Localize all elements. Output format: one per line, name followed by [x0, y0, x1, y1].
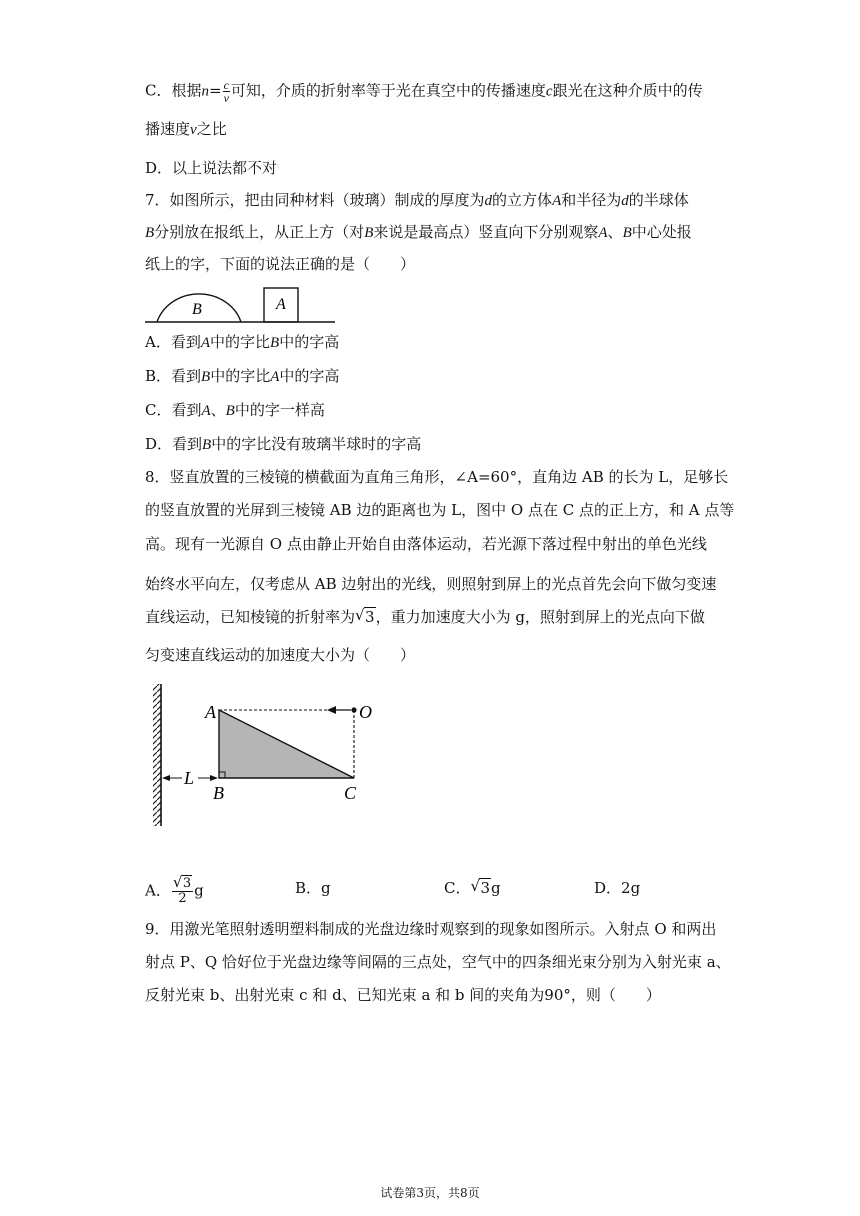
sqrt-3	[173, 877, 192, 891]
q8-text: 直线运动，已知棱镜的折射率为	[145, 608, 356, 626]
opt-text: 中的字比没有玻璃半球时的字高	[211, 435, 422, 453]
fig-label-b: B	[192, 301, 202, 318]
q8-option-b: B．g	[295, 879, 331, 897]
var-b: B	[622, 225, 632, 241]
var-b: B	[145, 225, 155, 241]
q6-option-c-text-2: 可知，介质的折射率等于光在真空中的传播速度	[230, 81, 546, 100]
opt-text: 中的字高	[279, 367, 340, 385]
label-c: C	[344, 783, 357, 803]
fig-label-a: A	[276, 296, 286, 313]
formula-fraction	[223, 79, 230, 104]
q7-text: 的半球体	[628, 191, 689, 209]
q7-stem-line1	[145, 190, 689, 211]
fraction-denominator: v	[223, 91, 229, 105]
q9-stem-line3: 反射光束 b、出射光束 c 和 d、已知光束 a 和 b 间的夹角为90°，则（ ）	[145, 986, 661, 1004]
q7-text: 、	[607, 223, 623, 241]
light-source-o	[351, 707, 356, 712]
q6-option-c-line2-text-2: 之比	[196, 120, 227, 138]
var-b: B	[364, 225, 374, 241]
opt-text: 、	[210, 401, 226, 419]
q7-option-c	[145, 400, 325, 421]
var-g: g	[194, 881, 204, 900]
q9-stem-line1: 9．用激光笔照射透明塑料制成的光盘边缘时观察到的现象如图所示。入射点 O 和两出	[145, 920, 717, 938]
q7-option-a	[145, 332, 339, 353]
q7-text: 中心处报	[631, 223, 692, 241]
var-a: A	[201, 403, 211, 419]
var-a: A	[270, 369, 280, 385]
q8-text: ，重力加速度大小为 g，照射到屏上的光点向下做	[375, 608, 705, 626]
var-b: B	[270, 335, 280, 351]
q6-option-c-line2	[145, 119, 227, 140]
opt-text: D．看到	[145, 435, 203, 453]
opt-text: 中的字一样高	[234, 401, 325, 419]
label-a: A	[205, 702, 216, 722]
q7-figure	[140, 284, 340, 328]
q8-option-a	[145, 877, 204, 906]
q6-option-c	[145, 79, 703, 104]
var-a: A	[598, 225, 608, 241]
q8-figure	[145, 680, 385, 830]
var-v: v	[190, 122, 197, 138]
q8-stem-line4: 始终水平向左，仅考虑从 AB 边射出的光线，则照射到屏上的光点首先会向下做匀变速	[145, 575, 717, 593]
label-o: O	[359, 702, 372, 722]
label-b: B	[213, 783, 224, 803]
var-a: A	[200, 335, 211, 351]
q7-text: 和半径为	[561, 191, 622, 209]
var-a: A	[552, 193, 562, 209]
q7-text: 分别放在报纸上，从正上方（对	[154, 223, 365, 241]
q6-option-c-text-3: 跟光在这种介质中的传	[552, 81, 703, 100]
opt-text: A．看到	[145, 333, 201, 351]
var-b: B	[201, 369, 211, 385]
sqrt-radicand: 3	[480, 879, 491, 897]
q7-text: 的立方体	[492, 191, 553, 209]
option-a-fraction	[172, 877, 193, 906]
q8-stem-line3: 高。现有一光源自 O 点由静止开始自由落体运动，若光源下落过程中射出的单色光线	[145, 535, 707, 553]
var-d: d	[621, 193, 629, 209]
var-b: B	[225, 403, 235, 419]
sqrt-radicand: 3	[365, 608, 375, 626]
q8-stem-line2: 的竖直放置的光屏到三棱镜 AB 边的距离也为 L，图中 O 点在 C 点的正上方，和 A 点等	[145, 501, 735, 519]
page-footer: 试卷第3页，共8页	[380, 1186, 480, 1200]
opt-text: C．看到	[145, 401, 202, 419]
light-arrow-head	[327, 706, 336, 714]
q7-text: 来说是最高点）竖直向下分别观察	[373, 223, 599, 241]
distance-arrow-right	[210, 775, 218, 781]
q7-stem-line2	[145, 222, 692, 243]
opt-text: 中的字高	[279, 333, 340, 351]
formula-n: n	[201, 83, 209, 100]
distance-arrow-left	[162, 775, 170, 781]
formula-equals: =	[208, 81, 222, 100]
var-d: d	[484, 193, 493, 209]
var-c: c	[545, 83, 553, 100]
q7-text: 7．如图所示，把由同种材料（玻璃）制成的厚度为	[145, 191, 485, 209]
option-a-denominator: 2	[178, 891, 187, 906]
q6-option-c-line2-text: 播速度	[145, 120, 191, 138]
opt-text: 中的字比	[210, 333, 271, 351]
var-b: B	[202, 437, 212, 453]
fraction-numerator: c	[223, 78, 229, 92]
option-a-numerator	[172, 877, 193, 892]
opt-label: C．	[444, 879, 471, 897]
opt-label: A．	[145, 881, 171, 900]
sqrt-3	[470, 877, 491, 899]
q7-stem-line3: 纸上的字，下面的说法正确的是（ ）	[145, 255, 416, 273]
q8-stem-line1: 8．竖直放置的三棱镜的横截面为直角三角形，∠A=60°，直角边 AB 的长为 L，足够长	[145, 468, 729, 486]
sqrt-radicand: 3	[182, 876, 192, 891]
label-l: L	[184, 768, 195, 788]
opt-text: 中的字比	[210, 367, 271, 385]
q7-option-d	[145, 434, 421, 455]
sqrt-3	[355, 607, 376, 627]
q8-stem-line6: 匀变速直线运动的加速度大小为（ ）	[145, 646, 416, 664]
q9-stem-line2: 射点 P、Q 恰好位于光盘边缘等间隔的三点处，空气中的四条细光束分别为入射光束 a、	[145, 953, 731, 971]
opt-text: B．看到	[145, 367, 202, 385]
screen-hatching	[153, 684, 161, 826]
q8-stem-line5	[145, 607, 705, 627]
var-g: g	[491, 879, 501, 897]
q8-option-d: D．2g	[594, 879, 641, 897]
q7-option-b	[145, 366, 339, 387]
q6-option-d: D．以上说法都不对	[145, 159, 278, 177]
q6-option-c-text: C．根据	[145, 81, 202, 100]
prism-triangle	[219, 710, 354, 778]
q8-option-c	[444, 877, 501, 899]
